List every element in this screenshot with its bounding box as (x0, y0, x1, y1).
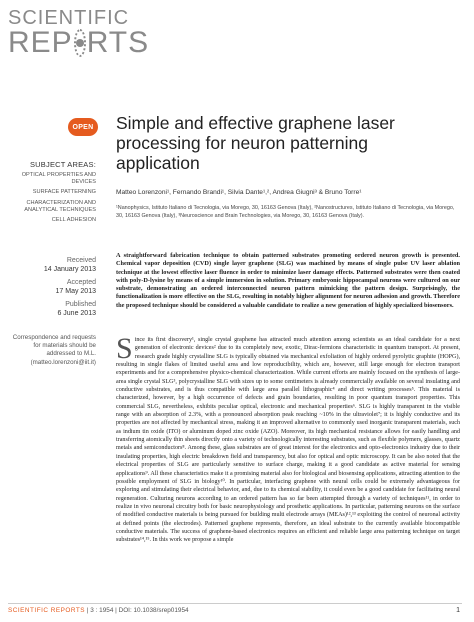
logo-reports (8, 26, 150, 59)
correspondence-note: Correspondence and requests for materials should be addressed to M.L. (matteo.lorenzoni@iit.it) (12, 334, 96, 366)
footer-divider (8, 603, 462, 604)
received-date: 14 January 2013 (43, 266, 96, 273)
published-label: Published (65, 301, 96, 308)
logo-reports-part1: REP (8, 26, 73, 59)
drop-cap: S (116, 332, 133, 365)
subject-area-link[interactable]: CHARACTERIZATION AND ANALYTICAL TECHNIQUES (24, 199, 96, 213)
article-dates (6, 256, 96, 322)
page-number: 1 (456, 607, 460, 614)
subject-area-link[interactable]: SURFACE PATTERNING (32, 189, 96, 196)
logo-scientific: SCIENTIFIC (8, 7, 130, 29)
article-title: Simple and effective graphene laser processing for neuron patterning application (116, 113, 395, 173)
body-paragraph: ince its first discovery¹, single crystal graphene has attracted much attention among scientists as an ideal candidate for a next generation of electronic devices² due to its completely new, exotic, Dirac-fermions characteristic in quantum transport. At present, research grade highly crystalline SLG is typically obtained via mechanical exfoliation of highly ordered pyrolytic graphite (HOPG), resulting in single flakes of limited useful area and low reproducibility, which are, however, still large enough for electron transport experiments and for a comprehensive physico-chemical characterization. While current efforts are mainly focused on the synthesis of large-area single crystal SLG³, polycrystalline SLG with sizes up to some centimeters is already commercially available on several insulating and conductive substrates, and is thus compatible with large area parallel lithographic⁴ and direct writing processes⁵. This material is characterized, however, by a high occurrence of defects and grain boundaries, resulting in poor quantum transport properties. This commercial SLG, nevertheless, exhibits peculiar optical, electronic and mechanical properties⁶. SLG is highly transparent in the visible range with an absorption of 2.3%, with a pronounced absorption peak reaching ~10% in the ultraviolet⁷; it is highly conductive and its properties are not affected by mechanical stress, making it an improved alternative to commonly used inorganic transparent materials, such as indium tin oxide (ITO) or aluminum doped zinc oxide (AZO). Moreover, its high mechanical resistance allows for easily handling and transferring atomically thin sheets directly onto a variety of technologically interesting substrates, such as flexible polymers, glasses, quartz metals and semiconductors⁸. Among these, glass substrates are of great interest for the electronics and opto-electronics industry due to their insulating properties, high electric breakdown field and transparency, but also for optical and optic microscopy. It can be also noted that the electrical properties of SLG are particularly sensitive to surface charge, making it a good candidate as active material for sensing applications⁹. All these characteristics make it a promising material also for biological and biosensing applications, attracting attention to the possible employment of SLG in biology¹⁰. In particular, interfacing graphene with neural cells could be extremely advantageous for exploring and stimulating their electrical behavior, and, due to its chemical stability, it could even be a good candidate for facilitating neural regeneration. Culturing neurons according to an ordered pattern has so far been attempted through a variety of techniques¹¹, in order to realize in vivo neuronal circuitry both for basic neurophysiology and prosthetic applications. In particular, patterning neurons on the surface of modified conductive materials is being pursued for building multi electrode arrays (MEAs)¹²,¹³ exploiting the control of neuronal activity at defined points (the electrodes). Patterned graphene represents, therefore, an ideal substrate to the currently available biocompatible conductive materials. The success of graphene-based electronics requires an efficient and reliable large area patterning technique on target substrates¹⁴,¹⁵. In this work we propose a simple (116, 337, 460, 544)
abstract: A straightforward fabrication technique to obtain patterned substrates promoting ordered neuron growth is presented. Chemical vapor deposition (CVD) single layer graphene (SLG) was machined by means of single pulse UV laser ablation technique at the lowest effective laser fluence in order to minimize laser damage effects. Patterned substrates were then coated with poly-D-lysine by means of a simple immersion in solution. Primary embryonic hippocampal neurons were cultured on our substrate, demonstrating an ordered interconnected neuron pattern mimicking the pattern design. Surprisingly, the functionalization is more effective on the SLG, resulting in notably higher alignment for neuron adhesion and growth. Therefore the proposed technique should be considered a valuable candidate to realize a new generation of highly specialized biosensors. (116, 252, 460, 309)
published-date: 6 June 2013 (57, 310, 96, 317)
footer-doi: | 3 : 1954 | DOI: 10.1038/srep01954 (85, 607, 189, 614)
received-label: Received (66, 257, 96, 264)
footer-citation (8, 607, 189, 614)
logo-o-icon (74, 29, 86, 57)
subject-area-link[interactable]: CELL ADHESION (51, 217, 96, 224)
open-access-badge: OPEN (68, 118, 98, 136)
author-list: Matteo Lorenzoni¹, Fernando Brandi¹, Silvia Dante¹,², Andrea Giugni³ & Bruno Torre¹ (116, 189, 362, 196)
accepted-date: 17 May 2013 (55, 288, 96, 295)
subject-area-link[interactable]: OPTICAL PROPERTIES AND DEVICES (21, 172, 96, 186)
body-text (116, 332, 460, 545)
accepted-label: Accepted (66, 279, 96, 286)
footer-journal: SCIENTIFIC REPORTS (8, 607, 86, 614)
logo-reports-part2: RTS (86, 26, 150, 59)
affiliations: ¹Nanophysics, Istituto Italiano di Tecnologia, via Morego, 30, 16163 Genova (Italy), ²Nanostructures, Istituto Italiano di Tecnologia, via Morego, 30, 16163 Genova (Italy), ³Neuroscience and Brain Technologies, via Morego, 30, 16163 Genova (Italy). (116, 205, 455, 220)
subject-areas-list (6, 172, 96, 227)
journal-logo (8, 7, 150, 59)
subject-areas-heading: SUBJECT AREAS: (29, 160, 96, 169)
